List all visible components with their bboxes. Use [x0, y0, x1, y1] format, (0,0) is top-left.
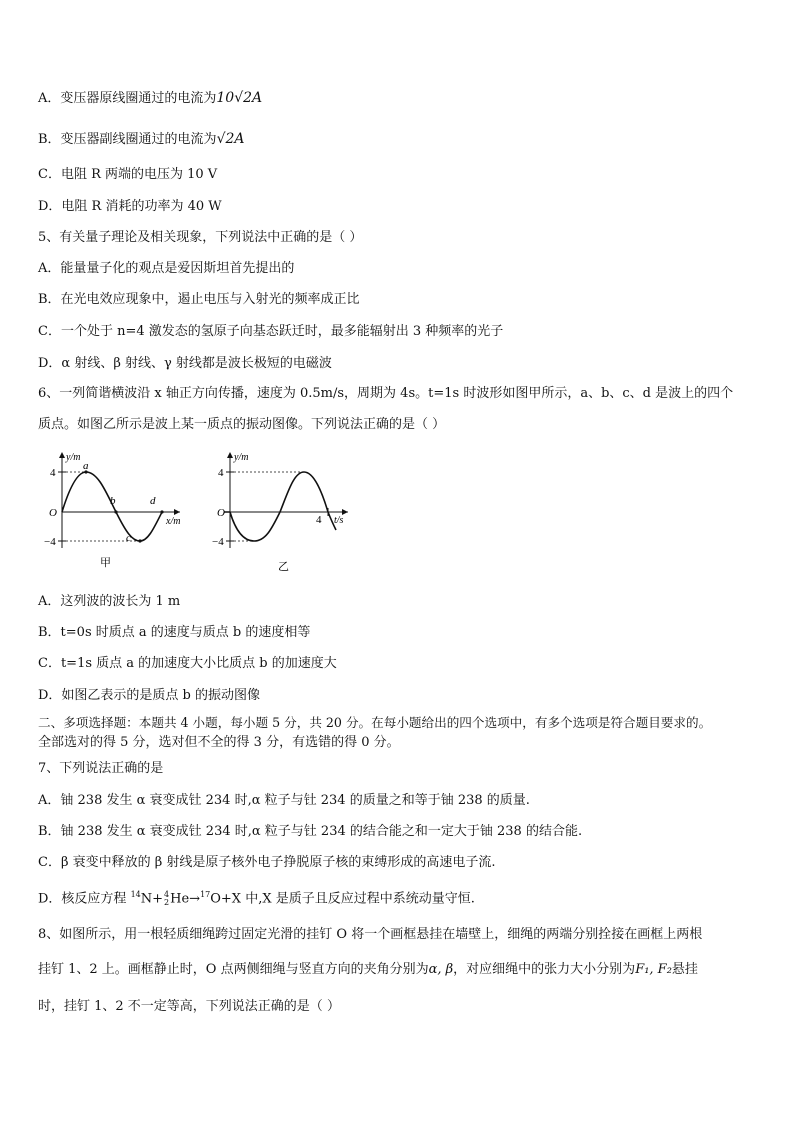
q7-option-d-prefix: D．核反应方程 [38, 891, 131, 907]
figure-jia-ytop: 4 [50, 467, 56, 479]
section2-heading-line1: 二、多项选择题：本题共 4 小题，每小题 5 分，共 20 分。在每小题给出的四个选项中，有多个选项是符合题目要求的。 [38, 715, 712, 730]
figure-yi-tick-4: 4 [316, 514, 322, 526]
q8-line2-c: 悬挂 [671, 962, 698, 977]
q6-option-c: C．t=1s 质点 a 的加速度大小比质点 b 的加速度大 [38, 656, 337, 671]
figure-jia-point-d: d [150, 495, 156, 507]
figure-jia-origin: O [49, 507, 57, 519]
figure-jia-point-b: b [110, 495, 116, 507]
q7-n-mass: 14 [130, 890, 141, 899]
q7-option-d [38, 886, 475, 908]
figure-yi [208, 448, 358, 578]
q8-stem-line3: 时，挂钉 1、2 不一定等高，下列说法正确的是（ ） [38, 999, 340, 1014]
q4-option-a [38, 89, 262, 108]
q4-option-c: C．电阻 R 两端的电压为 10 V [38, 167, 218, 182]
q8-forces: F₁, F₂ [635, 962, 672, 977]
q4-option-d: D．电阻 R 消耗的功率为 40 W [38, 199, 222, 214]
q8-line2-a: 挂钉 1、2 上。画框静止时，O 点两侧细绳与竖直方向的夹角分别为 [38, 962, 429, 977]
figure-jia-graph [40, 448, 190, 578]
q7-option-c: C．β 衰变中释放的 β 射线是原子核外电子挣脱原子核的束缚形成的高速电子流. [38, 855, 496, 870]
q7-he-numbers [164, 891, 169, 907]
figure-yi-caption: 乙 [278, 561, 289, 573]
q6-option-a: A．这列波的波长为 1 m [38, 594, 181, 609]
q5-option-c: C．一个处于 n=4 激发态的氢原子向基态跃迁时，最多能辐射出 3 种频率的光子 [38, 324, 504, 339]
q7-stem: 7、下列说法正确的是 [38, 761, 164, 776]
q7-option-d-mid: N+ [140, 891, 164, 907]
figure-jia-ybot: −4 [44, 536, 56, 548]
q4-option-a-text: A．变压器原线圈通过的电流为 [38, 91, 217, 106]
q6-stem-line1: 6、一列简谐横波沿 x 轴正方向传播，速度为 0.5m/s，周期为 4s。t=1s 时波形如图甲所示，a、b、c、d 是波上的四个 [38, 386, 734, 401]
q4-option-b [38, 130, 245, 149]
q4-option-b-value: √2A [216, 131, 245, 147]
q5-option-a: A．能量量子化的观点是爱因斯坦首先提出的 [38, 261, 295, 276]
section2-heading-line2: 全部选对的得 5 分，选对但不全的得 3 分，有选错的得 0 分。 [38, 735, 400, 750]
figure-yi-origin: O [217, 507, 225, 519]
q8-line2-b: ，对应细绳中的张力大小分别为 [453, 962, 636, 977]
q6-option-b: B．t=0s 时质点 a 的速度与质点 b 的速度相等 [38, 625, 311, 640]
figure-jia-point-c: c [126, 532, 131, 544]
q5-stem: 5、有关量子理论及相关现象，下列说法中正确的是（ ） [38, 230, 363, 245]
q7-he-mass: 4 [164, 889, 170, 899]
q8-stem-line2 [38, 961, 698, 979]
figure-yi-ybot: −4 [212, 536, 224, 548]
q7-option-a: A．铀 238 发生 α 衰变成钍 234 时,α 粒子与钍 234 的质量之和等于铀 238 的质量. [38, 793, 530, 808]
q8-angles: α, β [428, 962, 454, 977]
q8-stem-line1: 8、如图所示，用一根轻质细绳跨过固定光滑的挂钉 O 将一个画框悬挂在墙壁上，细绳的两端分别拴接在画框上两根 [38, 927, 703, 942]
q5-option-b: B．在光电效应现象中，遏止电压与入射光的频率成正比 [38, 292, 360, 307]
q7-option-b: B．铀 238 发生 α 衰变成钍 234 时,α 粒子与钍 234 的结合能之和一定大于铀 238 的结合能. [38, 824, 583, 839]
q4-option-a-value: 10√2A [216, 90, 263, 106]
figure-jia-caption: 甲 [100, 557, 111, 569]
figure-yi-xlabel: t/s [334, 515, 344, 526]
figure-jia [40, 448, 190, 578]
figure-jia-ylabel: y/m [66, 452, 81, 463]
figure-jia-xlabel: x/m [166, 516, 181, 527]
figure-yi-graph [208, 448, 358, 578]
q4-option-b-text: B．变压器副线圈通过的电流为 [38, 132, 217, 147]
q6-option-d: D．如图乙表示的是质点 b 的振动图像 [38, 688, 261, 703]
q7-option-d-rest2: O+X 中,X 是质子且反应过程中系统动量守恒. [210, 891, 475, 907]
q6-stem-line2: 质点。如图乙所示是波上某一质点的振动图像。下列说法正确的是（ ） [38, 417, 446, 432]
q5-option-d: D．α 射线、β 射线、γ 射线都是波长极短的电磁波 [38, 356, 332, 371]
q7-option-d-rest1: He→ [170, 891, 201, 907]
figure-yi-ytop: 4 [218, 467, 224, 479]
figure-yi-ylabel: y/m [234, 452, 249, 463]
q7-o-mass: 17 [200, 890, 211, 899]
q7-he-charge: 2 [164, 897, 170, 907]
figure-jia-point-a: a [83, 460, 89, 472]
